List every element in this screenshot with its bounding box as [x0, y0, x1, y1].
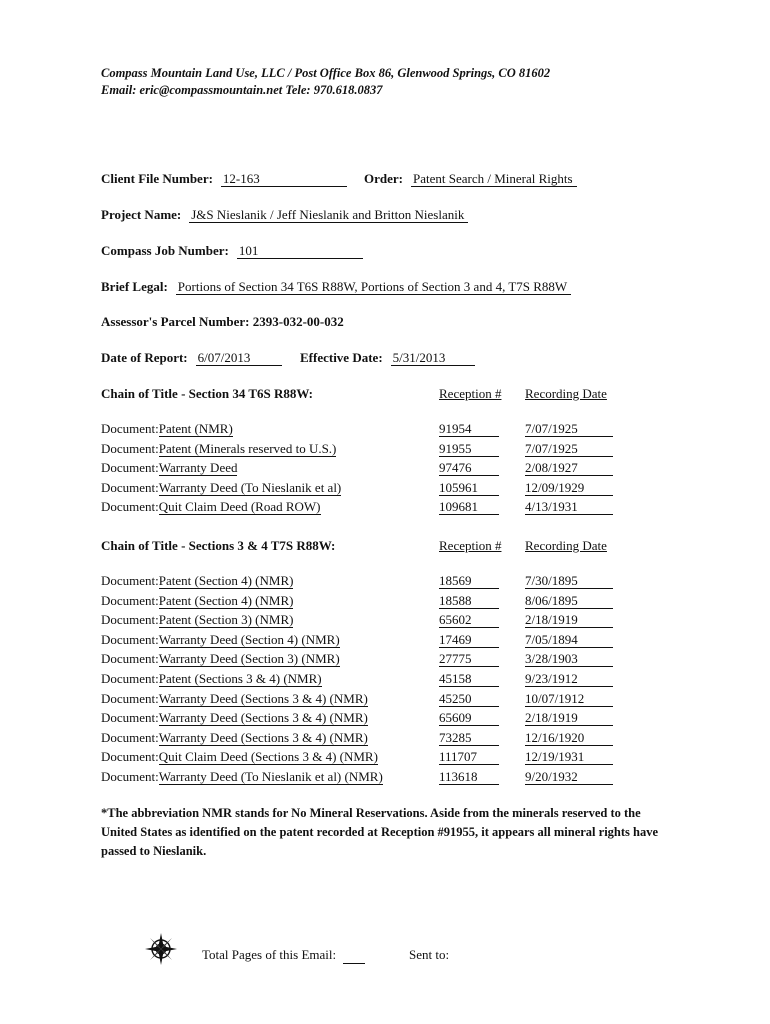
recording-date: 12/09/1929 [525, 480, 613, 496]
client-file-row [101, 170, 347, 188]
reception-number: 97476 [439, 460, 499, 476]
document-row [101, 691, 368, 707]
recording-date: 2/18/1919 [525, 710, 613, 726]
document-row [101, 593, 293, 609]
document-name: Patent (Section 4) (NMR) [158, 592, 294, 608]
document-row [101, 480, 341, 496]
reception-number: 45250 [439, 691, 499, 707]
document-row [101, 612, 293, 628]
document-label: Document: [101, 671, 159, 686]
document-row [101, 730, 368, 746]
effective-date-row [300, 349, 475, 367]
reception-number: 27775 [439, 651, 499, 667]
document-label: Document: [101, 651, 159, 667]
document-row [101, 769, 383, 785]
document-row [101, 710, 368, 726]
document-label: Document: [101, 690, 159, 706]
document-row [101, 499, 321, 515]
reception-number: 73285 [439, 730, 499, 746]
recording-date: 9/23/1912 [525, 671, 613, 687]
document-row [101, 421, 233, 437]
chain-2-recording-header: Recording Date [525, 538, 607, 553]
reception-number: 18588 [439, 593, 499, 609]
document-name: Warranty Deed (Section 3) (NMR) [158, 651, 340, 667]
chain-1-title: Chain of Title - Section 34 T6S R88W: [101, 386, 313, 401]
job-row [101, 242, 363, 260]
job-value: 101 [237, 243, 363, 259]
effective-date-value: 5/31/2013 [391, 350, 475, 366]
document-name: Warranty Deed (Sections 3 & 4) (NMR) [158, 690, 368, 706]
reception-number: 105961 [439, 480, 499, 496]
document-name: Warranty Deed (Sections 3 & 4) (NMR) [158, 710, 368, 726]
document-name: Quit Claim Deed (Sections 3 & 4) (NMR) [158, 749, 378, 765]
reception-number: 65602 [439, 612, 499, 628]
document-label: Document: [101, 729, 159, 745]
sent-to-label: Sent to: [409, 947, 450, 962]
order-label: Order: [364, 171, 403, 186]
order-value: Patent Search / Mineral Rights [411, 171, 577, 187]
document-name: Warranty Deed [158, 460, 238, 476]
report-date-label: Date of Report: [101, 350, 188, 365]
recording-date: 7/07/1925 [525, 421, 613, 437]
document-row [101, 632, 340, 648]
project-row [101, 206, 468, 224]
recording-date: 4/13/1931 [525, 499, 613, 515]
report-date-row [101, 349, 282, 367]
total-pages-label: Total Pages of this Email: [202, 947, 337, 962]
document-name: Warranty Deed (To Nieslanik et al) [158, 479, 342, 495]
document-name: Warranty Deed (Section 4) (NMR) [158, 631, 340, 647]
compass-rose-icon [144, 932, 178, 971]
recording-date: 2/08/1927 [525, 460, 613, 476]
parcel-number: Assessor's Parcel Number: 2393-032-00-032 [101, 314, 344, 329]
reception-number: 91955 [439, 441, 499, 457]
recording-date: 10/07/1912 [525, 691, 613, 707]
document-label: Document: [101, 421, 159, 436]
document-name: Patent (NMR) [158, 421, 233, 436]
document-name: Patent (Minerals reserved to U.S.) [158, 440, 337, 456]
document-label: Document: [101, 573, 159, 588]
chain-2-title: Chain of Title - Sections 3 & 4 T7S R88W: [101, 538, 336, 553]
recording-date: 8/06/1895 [525, 593, 613, 609]
project-label: Project Name: [101, 207, 182, 222]
project-value: J&S Nieslanik / Jeff Nieslanik and Britton Nieslanik [189, 207, 468, 223]
document-name: Patent (Sections 3 & 4) (NMR) [158, 671, 322, 686]
reception-number: 45158 [439, 671, 499, 687]
reception-number: 113618 [439, 769, 499, 785]
document-label: Document: [101, 769, 159, 784]
legal-value: Portions of Section 34 T6S R88W, Portions of Section 3 and 4, T7S R88W [176, 279, 571, 295]
recording-date: 7/30/1895 [525, 573, 613, 589]
recording-date: 7/05/1894 [525, 632, 613, 648]
document-row [101, 441, 336, 457]
document-name: Patent (Section 4) (NMR) [158, 573, 294, 588]
document-name: Patent (Section 3) (NMR) [158, 612, 294, 628]
document-name: Warranty Deed (To Nieslanik et al) (NMR) [158, 769, 383, 784]
job-label: Compass Job Number: [101, 243, 229, 258]
recording-date: 12/19/1931 [525, 749, 613, 765]
effective-date-label: Effective Date: [300, 350, 383, 365]
document-row [101, 651, 340, 667]
document-label: Document: [101, 612, 159, 628]
client-file-value: 12-163 [221, 171, 347, 187]
reception-number: 91954 [439, 421, 499, 437]
document-label: Document: [101, 440, 159, 456]
recording-date: 2/18/1919 [525, 612, 613, 628]
report-date-value: 6/07/2013 [196, 350, 282, 366]
document-row [101, 573, 293, 589]
reception-number: 65609 [439, 710, 499, 726]
document-label: Document: [101, 592, 159, 608]
reception-number: 17469 [439, 632, 499, 648]
total-pages-row [202, 947, 365, 964]
document-label: Document: [101, 749, 159, 765]
recording-date: 7/07/1925 [525, 441, 613, 457]
chain-2-reception-header: Reception # [439, 538, 502, 553]
recording-date: 12/16/1920 [525, 730, 613, 746]
document-row [101, 749, 378, 765]
client-file-label: Client File Number: [101, 171, 213, 186]
document-label: Document: [101, 479, 159, 495]
recording-date: 9/20/1932 [525, 769, 613, 785]
document-label: Document: [101, 460, 159, 476]
document-label: Document: [101, 499, 159, 515]
recording-date: 3/28/1903 [525, 651, 613, 667]
document-label: Document: [101, 631, 159, 647]
document-name: Quit Claim Deed (Road ROW) [158, 499, 321, 515]
nmr-footnote: *The abbreviation NMR stands for No Mineral Reservations. Aside from the minerals reserved to the United States as identified on the patent recorded at Reception #91955, it appears all mineral rights have passed to Nieslanik. [101, 806, 659, 858]
legal-row [101, 278, 571, 296]
chain-1-reception-header: Reception # [439, 386, 502, 401]
total-pages-blank [343, 947, 365, 964]
reception-number: 111707 [439, 749, 499, 765]
document-label: Document: [101, 710, 159, 726]
chain-1-recording-header: Recording Date [525, 386, 607, 401]
legal-label: Brief Legal: [101, 279, 168, 294]
order-row [364, 170, 577, 188]
document-row [101, 460, 237, 476]
document-name: Warranty Deed (Sections 3 & 4) (NMR) [158, 729, 368, 745]
reception-number: 18569 [439, 573, 499, 589]
company-header-line-1: Compass Mountain Land Use, LLC / Post Office Box 86, Glenwood Springs, CO 81602 [101, 66, 551, 80]
company-header-line-2: Email: eric@compassmountain.net Tele: 970.618.0837 [101, 83, 383, 97]
document-row [101, 671, 322, 687]
reception-number: 109681 [439, 499, 499, 515]
